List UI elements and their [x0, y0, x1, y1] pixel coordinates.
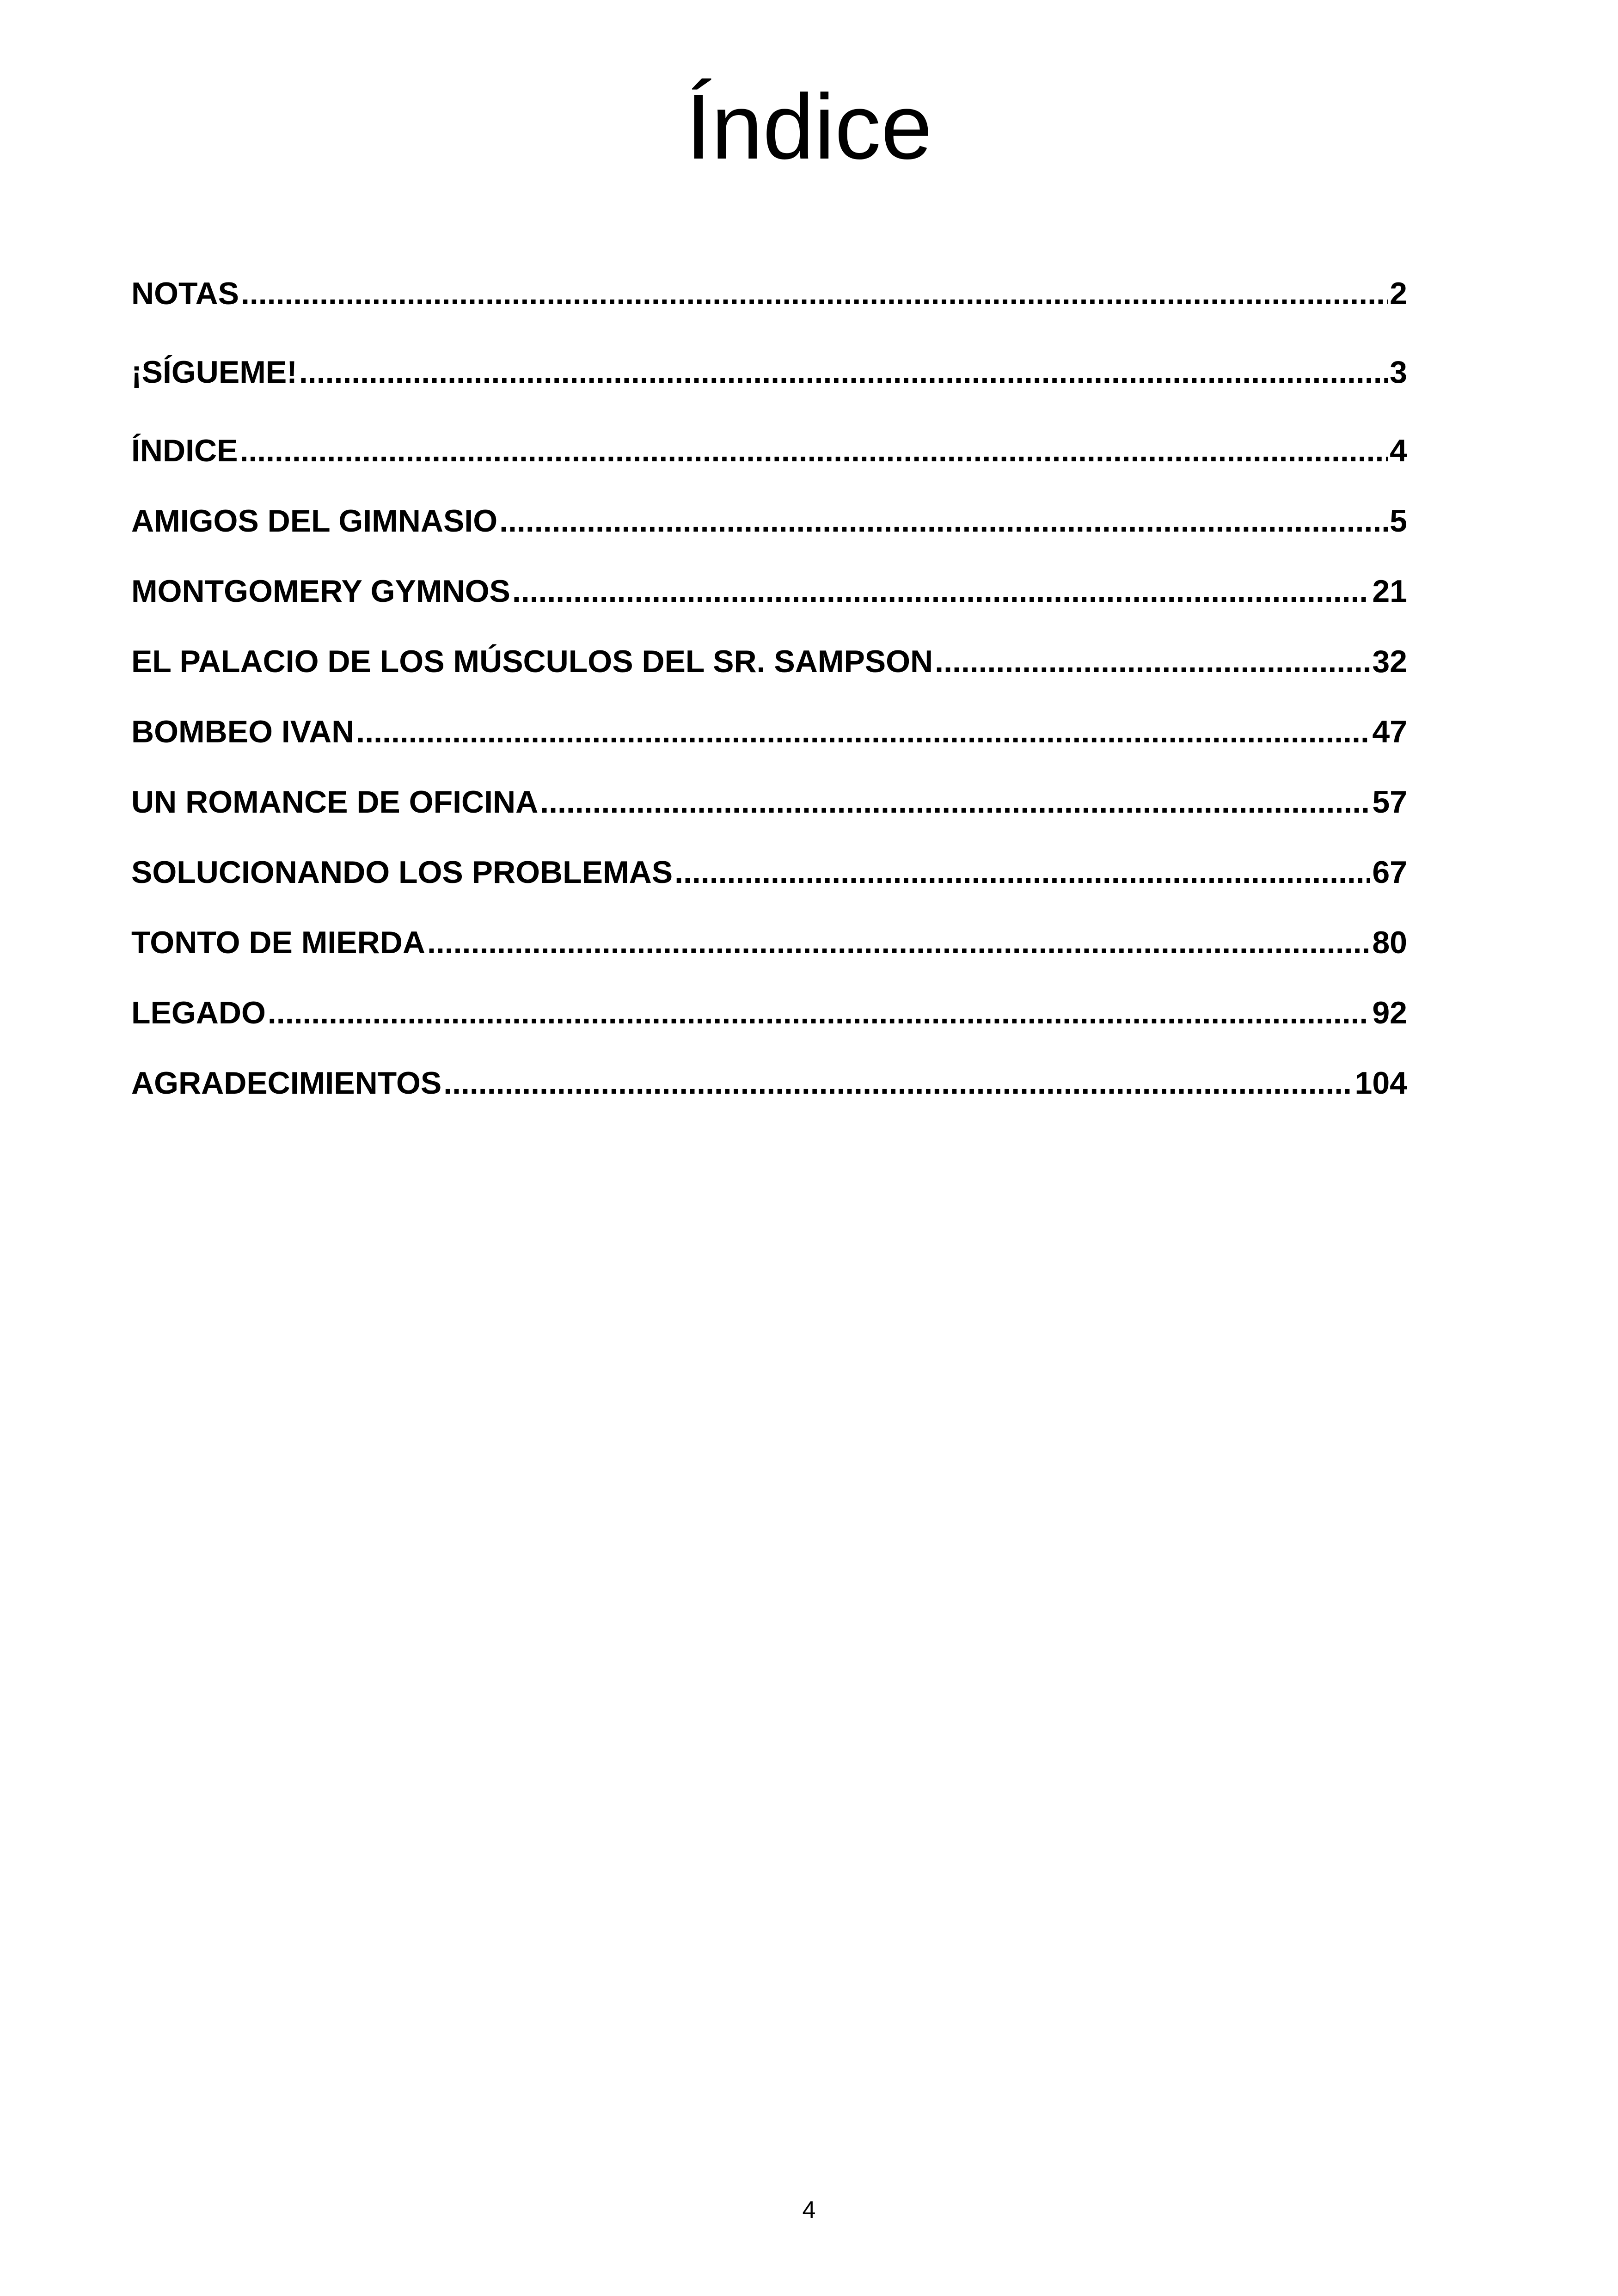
toc-entry-title: AMIGOS DEL GIMNASIO [131, 503, 498, 539]
toc-entry-title: AGRADECIMIENTOS [131, 1065, 442, 1101]
toc-entry-title: EL PALACIO DE LOS MÚSCULOS DEL SR. SAMPSON [131, 644, 933, 679]
toc-dot-leader [427, 919, 1370, 966]
toc-dot-leader [356, 709, 1370, 755]
toc-entry-notas[interactable] [131, 270, 1407, 317]
toc-dot-leader [499, 498, 1388, 544]
toc-dot-leader [239, 428, 1388, 474]
toc-entry-title: BOMBEO IVAN [131, 714, 355, 749]
toc-entry-page: 104 [1354, 1065, 1407, 1101]
toc-entry-page: 57 [1372, 784, 1407, 820]
toc-entry-page: 47 [1372, 714, 1407, 749]
toc-dot-leader [268, 990, 1370, 1036]
toc-entry-montgomery-gymnos[interactable] [131, 568, 1407, 614]
toc-entry-page: 80 [1372, 925, 1407, 960]
toc-entry-title: MONTGOMERY GYMNOS [131, 574, 510, 609]
toc-entry-title: UN ROMANCE DE OFICINA [131, 784, 539, 820]
toc-entry-page: 21 [1372, 574, 1407, 609]
toc-entry-title: TONTO DE MIERDA [131, 925, 425, 960]
toc-entry-page: 2 [1390, 276, 1407, 311]
toc-dot-leader [540, 779, 1370, 825]
toc-dot-leader [935, 638, 1370, 685]
toc-entry-sigueme[interactable] [131, 349, 1407, 395]
toc-entry-agradecimientos[interactable] [131, 1060, 1407, 1106]
toc-entry-title: NOTAS [131, 276, 239, 311]
toc-entry-page: 92 [1372, 995, 1407, 1030]
toc-dot-leader [512, 568, 1371, 614]
toc-entry-title: ¡SÍGUEME! [131, 355, 297, 390]
toc-entry-title: ÍNDICE [131, 433, 238, 468]
toc-entry-bombeo-ivan[interactable] [131, 709, 1407, 755]
toc-entry-indice[interactable] [131, 428, 1407, 474]
toc-entry-page: 5 [1390, 503, 1407, 539]
toc-entry-title: LEGADO [131, 995, 266, 1030]
toc-entry-page: 67 [1372, 855, 1407, 890]
toc-entry-amigos-del-gimnasio[interactable] [131, 498, 1407, 544]
page-number: 4 [802, 2197, 816, 2223]
toc-entry-title: SOLUCIONANDO LOS PROBLEMAS [131, 855, 673, 890]
toc-entry-page: 3 [1390, 355, 1407, 390]
page-title: Índice [686, 75, 932, 178]
toc-dot-leader [241, 270, 1388, 317]
toc-entry-legado[interactable] [131, 990, 1407, 1036]
toc-entry-el-palacio[interactable] [131, 638, 1407, 685]
toc-entry-page: 32 [1372, 644, 1407, 679]
toc-dot-leader [299, 349, 1388, 395]
toc-entry-solucionando-los-problemas[interactable] [131, 849, 1407, 895]
toc-dot-leader [674, 849, 1370, 895]
toc-dot-leader [443, 1060, 1353, 1106]
toc-entry-tonto-de-mierda[interactable] [131, 919, 1407, 966]
toc-entry-page: 4 [1390, 433, 1407, 468]
toc-entry-un-romance-de-oficina[interactable] [131, 779, 1407, 825]
